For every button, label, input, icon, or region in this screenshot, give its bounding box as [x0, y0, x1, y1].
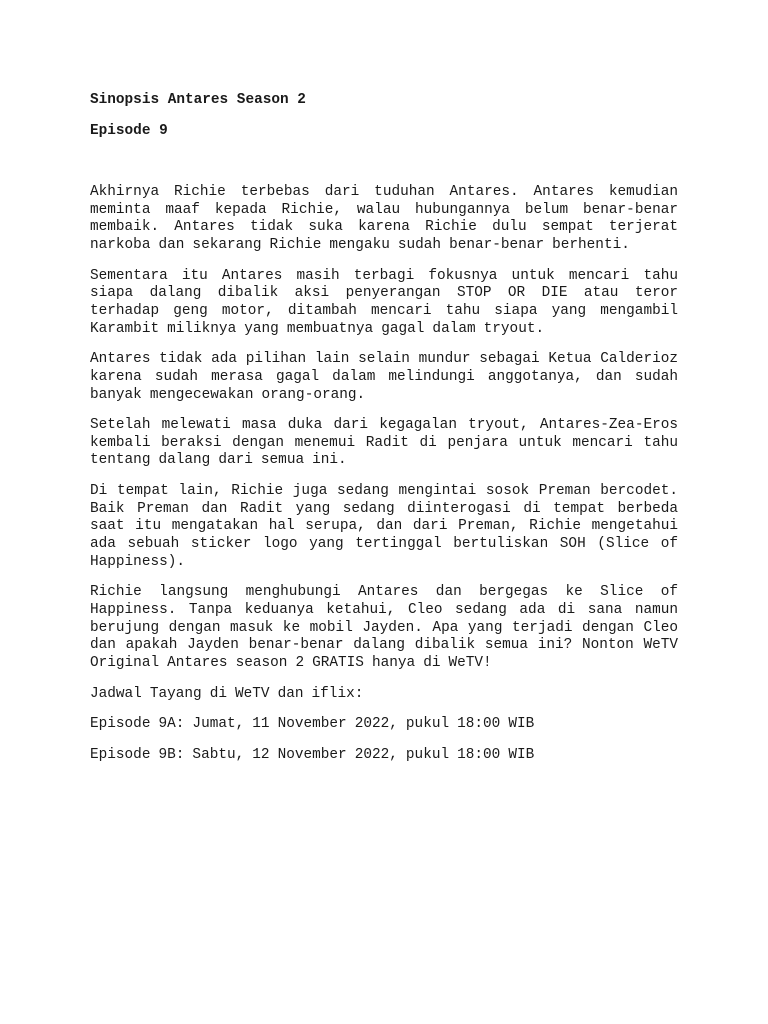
schedule-episode-9b: Episode 9B: Sabtu, 12 November 2022, pukul 18:00 WIB: [90, 747, 535, 764]
paragraph-1: Akhirnya Richie terbebas dari tuduhan Antares. Antares kemudian meminta maaf kepada Richie, walau hubungannya belum benar-benar membaik. Antares tidak suka karena Richie dulu sempat terjerat narkoba dan sekarang Richie mengaku sudah benar-benar berhenti.: [90, 184, 678, 253]
paragraph-2: Sementara itu Antares masih terbagi fokusnya untuk mencari tahu siapa dalang dibalik aksi penyerangan STOP OR DIE atau teror terhadap geng motor, ditambah mencari tahu siapa yang mengambil Karambit miliknya yang membuatnya gagal dalam tryout.: [90, 267, 678, 337]
paragraph-3: Antares tidak ada pilihan lain selain mundur sebagai Ketua Calderioz karena sudah merasa gagal dalam melindungi anggotanya, dan sudah banyak mengecewakan orang-orang.: [90, 351, 678, 403]
schedule-episode-9a: Episode 9A: Jumat, 11 November 2022, pukul 18:00 WIB: [90, 716, 535, 733]
document-body: [90, 184, 678, 765]
document-content: [90, 92, 678, 765]
episode-heading: Episode 9: [90, 122, 168, 139]
paragraph-5: Di tempat lain, Richie juga sedang mengintai sosok Preman bercodet. Baik Preman dan Radit yang sedang diinterogasi di tempat berbeda saat itu mengatakan hal serupa, dan dari Preman, Richie mengetahui ada sebuah sticker logo yang tertinggal bertuliskan SOH (Slice of Happiness).: [90, 483, 678, 570]
paragraph-4: Setelah melewati masa duka dari kegagalan tryout, Antares-Zea-Eros kembali beraksi dengan menemui Radit di penjara untuk mencari tahu tentang dalang dari semua ini.: [90, 417, 678, 469]
document-title: Sinopsis Antares Season 2: [90, 92, 306, 108]
paragraph-6: Richie langsung menghubungi Antares dan bergegas ke Slice of Happiness. Tanpa keduanya ketahui, Cleo sedang ada di sana namun berujung dengan masuk ke mobil Jayden. Apa yang terjadi dengan Cleo dan apakah Jayden benar-benar dalang dibalik semua ini? Nonton WeTV Original Antares season 2 GRATIS hanya di WeTV!: [90, 584, 678, 671]
schedule-heading: Jadwal Tayang di WeTV dan iflix:: [90, 685, 364, 702]
